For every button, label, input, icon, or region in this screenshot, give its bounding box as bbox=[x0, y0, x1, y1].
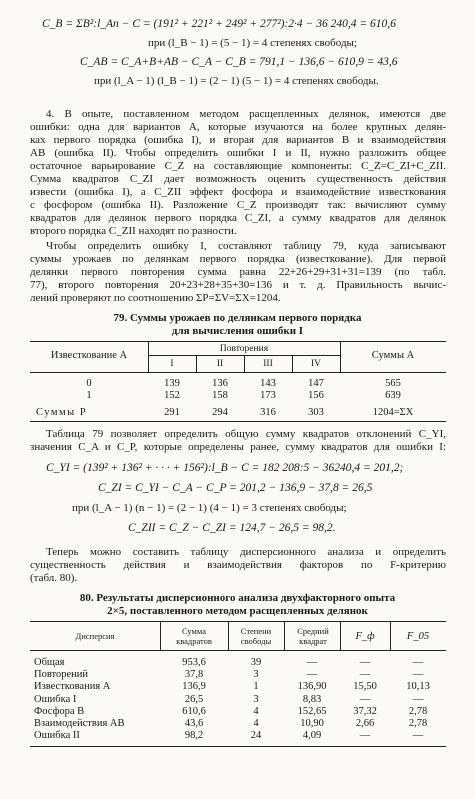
table80-cell: 10,90 bbox=[300, 718, 324, 729]
table79-header-replications: Повторения bbox=[219, 344, 269, 354]
table80-cell: 136,9 bbox=[182, 681, 206, 693]
table80-row-label: Общая bbox=[34, 657, 65, 668]
table79-header-col: II bbox=[216, 359, 224, 369]
table79-header-col: IV bbox=[310, 359, 322, 369]
table80-cell: 152,65 bbox=[297, 705, 327, 717]
table80-subtitle: 2×5, поставленного методом расщепленных делянок bbox=[107, 605, 368, 617]
table79-cell: 156 bbox=[308, 390, 324, 401]
table79-cell: 139 bbox=[164, 378, 180, 389]
formula-czii: C_ZII = C_Z − C_ZI = 124,7 − 26,5 = 98,2. bbox=[128, 522, 336, 534]
table80-cell: — bbox=[412, 730, 424, 742]
table80-cell: 136,90 bbox=[297, 681, 327, 693]
table80-cell: 4,09 bbox=[302, 730, 322, 742]
table80-header-variance: Дисперсия bbox=[75, 631, 115, 641]
formula-czi-df: при (l_A − 1) (n − 1) = (2 − 1) (4 − 1) = 3 степенях свободы; bbox=[72, 502, 347, 514]
table79-cell: 1 bbox=[86, 390, 92, 401]
table79-cell: 158 bbox=[212, 390, 228, 401]
formula-cab: C_AB = C_A+B+AB − C_A − C_B = 791,1 − 136,6 − 610,9 = 43,6 bbox=[80, 56, 398, 68]
table80-header-fact: F_ф bbox=[355, 631, 375, 642]
formula-cab-df: при (l_A − 1) (l_B − 1) = (2 − 1) (5 − 1) = 4 степенях свободы. bbox=[94, 75, 379, 87]
table79-cell: 147 bbox=[308, 378, 324, 389]
table80-row-label: Взаимодействия AB bbox=[34, 718, 125, 729]
table80-cell: 15,50 bbox=[353, 681, 377, 693]
table80-cell: 2,66 bbox=[355, 718, 375, 729]
table80-cell: 3 bbox=[253, 669, 259, 681]
table79-title: 79. Суммы урожаев по делянкам первого порядка bbox=[113, 312, 362, 324]
table80-row-label: Известкования A bbox=[34, 681, 111, 693]
table80-cell: — bbox=[359, 657, 371, 668]
table80-cell: 39 bbox=[250, 657, 262, 668]
formula-cyi: C_YI = (139² + 136² + · · · + 156²):l_B − C = 182 208:5 − 36240,4 = 201,2; bbox=[46, 462, 404, 474]
table79-header-sums: Суммы A bbox=[371, 350, 415, 361]
table80-cell: 10,13 bbox=[406, 681, 430, 693]
table80-cell: — bbox=[412, 693, 424, 705]
formula-czi: C_ZI = C_YI − C_A − C_P = 201,2 − 136,9 − 37,8 = 26,5 bbox=[98, 482, 373, 494]
table80-row-label: Фосфора B bbox=[34, 705, 85, 717]
table80-cell: 2,78 bbox=[408, 705, 428, 717]
table80-cell: — bbox=[306, 657, 318, 668]
table80-cell: 37,8 bbox=[184, 669, 204, 681]
table80-cell: 98,2 bbox=[184, 730, 204, 742]
table80-cell: 4 bbox=[253, 705, 259, 717]
table79-cell: 291 bbox=[164, 407, 180, 418]
table80-cell: — bbox=[306, 669, 318, 681]
table80-header-ss: Сумма квадратов bbox=[176, 626, 212, 646]
table80-cell: 2,78 bbox=[408, 718, 428, 729]
table79-cell: 1204=ΣX bbox=[372, 407, 414, 418]
table79-header-col: III bbox=[263, 359, 273, 369]
table80-cell: — bbox=[412, 669, 424, 681]
table79-header-col: I bbox=[170, 359, 174, 369]
table80-cell: 8,83 bbox=[302, 693, 322, 705]
table79-cell: 143 bbox=[260, 378, 276, 389]
table80-header-f05: F_05 bbox=[406, 631, 430, 642]
table80-cell: 37,32 bbox=[353, 705, 377, 717]
table80-header-ms: Средний квадрат bbox=[297, 626, 329, 646]
table80-cell: 1 bbox=[253, 681, 259, 693]
table79-cell: 639 bbox=[385, 390, 401, 401]
table79-cell: 303 bbox=[308, 407, 324, 418]
table80-row-label: Ошибка I bbox=[34, 693, 77, 705]
table80-cell: — bbox=[412, 657, 424, 668]
table79-subtitle: для вычисления ошибки I bbox=[171, 325, 304, 337]
table80-cell: 4 bbox=[253, 718, 259, 729]
table79-cell: 152 bbox=[164, 390, 180, 401]
table79-cell: 173 bbox=[260, 390, 276, 401]
formula-cb: C_B = ΣB²:l_An − C = (191² + 221² + 249² + 277²):2·4 − 36 240,4 = 610,6 bbox=[42, 18, 396, 30]
table80-cell: — bbox=[359, 730, 371, 742]
table80-cell: 43,6 bbox=[184, 718, 204, 729]
table80-cell: 26,5 bbox=[184, 693, 204, 705]
table79-cell: Суммы P bbox=[36, 407, 88, 418]
table80-cell: 953,6 bbox=[182, 657, 206, 668]
table79-header-liming: Известкование A bbox=[50, 350, 128, 361]
table80-cell: — bbox=[359, 669, 371, 681]
table80-cell: — bbox=[359, 693, 371, 705]
table79-cell: 0 bbox=[86, 378, 92, 389]
table79-cell: 565 bbox=[385, 378, 401, 389]
table80-cell: 24 bbox=[250, 730, 262, 742]
table79-cell: 316 bbox=[260, 407, 276, 418]
table80-cell: 3 bbox=[253, 693, 259, 705]
table79-cell: 294 bbox=[212, 407, 228, 418]
table80-header-df: Степени свободы bbox=[240, 626, 272, 646]
table80-cell: 610,6 bbox=[182, 705, 206, 717]
table80-row-label: Повторений bbox=[34, 669, 88, 681]
formula-cb-df: при (l_B − 1) = (5 − 1) = 4 степенях свободы; bbox=[148, 37, 357, 49]
table79-cell: 136 bbox=[212, 378, 228, 389]
table80-row-label: Ошибка II bbox=[34, 730, 80, 742]
document-page: C_B = ΣB²:l_An − C = (191² + 221² + 249² + 277²):2·4 − 36 240,4 = 610,6 при (l_B − 1) = (5 − 1) = 4 степенях свободы; C_AB = C_A+B+AB − C_A − C_B = 791,1 − 136,6 − 610,9 = 43,6 при (l_A − 1) (l_B − 1) = (2 − 1) (5 − 1) = 4 степенях свободы. 4. В опыте, поставленном методом расщепленных делянок, имеются две ошибки: одна для вариантов А, которые изучаются на более крупных делян- ках первого порядка (ошибка I), и вторая для вариантов В и взаимодействия АВ (ошибка II). Чтобы определить ошибки I и II, нужно разложить общее остаточное варьирование C_Z на составляющие компоненты: C_Z=C_ZI+C_ZII. Сумма квадратов C_ZI дает возможность оценить существенность действия извести (ошибка I), а C_ZII эффект фосфора и взаимодействие известкования с фосфором (ошибка II). Разложение C_Z производят так: вычисляют сумму квадратов для делянок первого порядка C_ZI, а сумму квадратов для делянок второго порядка C_ZII находят по разности. Чтобы определить ошибку I, составляют таблицу 79, куда записывают суммы урожаев по делянкам первого порядка (известкование). Для первой делянки первого повторения сумма равна 22+26+29+31+31=139 (по табл. 77), второго повторения 20+23+28+35+30=136 и т. д. Правильность вычис- лений проверяют по соотношению ΣP=ΣV=ΣX=1204. 79. Суммы урожаев по делянкам первого порядка для вычисления ошибки I Известкование A Повторения I II III IV Суммы A 0 139 136 143 147 565 1 152 158 173 156 639 Суммы P 291 294 316 303 1204=ΣX Таблица 79 позволяет определить общую сумму квадратов отклонений C_YI, значения C_A и C_P, которые определены ранее, сумму квадратов для ошибки I: C_YI = (139² + 136² + · · · + 156²):l_B − C = 182 208:5 − 36240,4 = 201,2; C_ZI = C_YI − C_A − C_P = 201,2 − 136,9 − 37,8 = 26,5 при (l_A − 1) (n − 1) = (2 − 1) (4 − 1) = 3 степенях свободы; C_ZII = C_Z − C_ZI = 124,7 − 26,5 = 98,2. Теперь можно составить таблицу дисперсионного анализа и определить существенность действия и взаимодействия факторов по F-критерию (табл. 80). 80. Результаты дисперсионного анализа двухфакторного опыта 2×5, поставленного методом расщепленных делянок Дисперсия Сумма квадратов Степени свободы Средний квадрат F_ф F_05 Общая 953,6 39 — — — Повторений 37,8 3 — — — Известкования A 136,9 1 136,90 15,50 10,13 Ошибка I 26,5 3 8,83 — — Фосфора B 610,6 4 152,65 37,32 2,78 Взаимодействия AB 43,6 4 10,90 2,66 2,78 Ошибка II 98,2 24 4,09 — — bbox=[0, 0, 475, 799]
table80-title: 80. Результаты дисперсионного анализа двухфакторного опыта bbox=[79, 592, 396, 604]
